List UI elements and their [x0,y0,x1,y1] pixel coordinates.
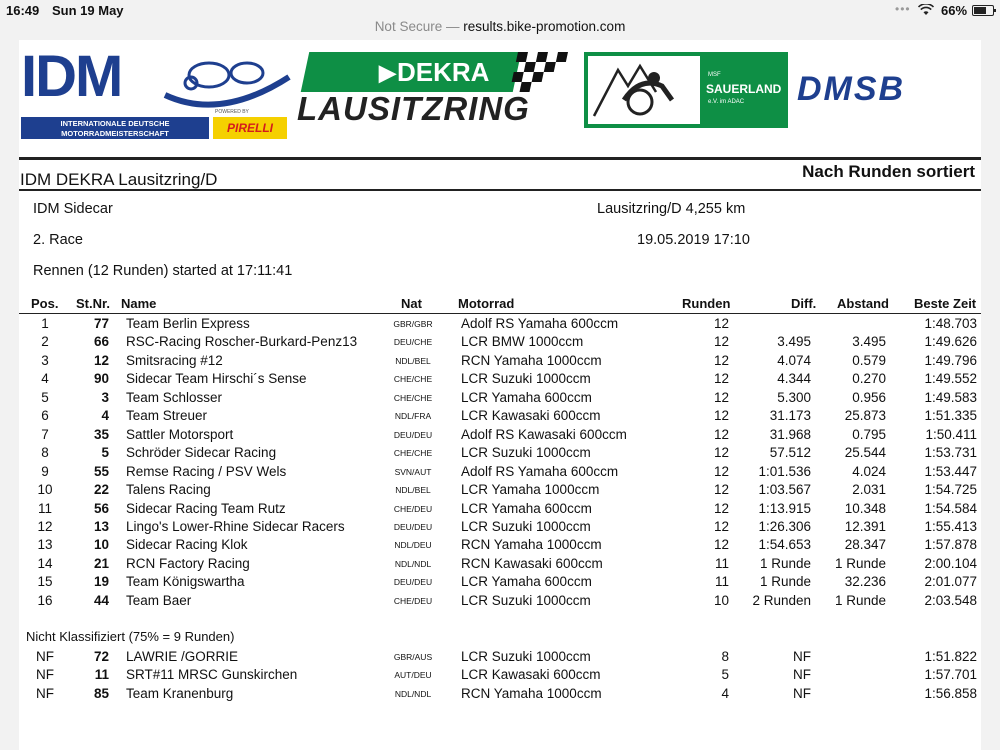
result-row [19,332,981,350]
msf-sauerland-logo [584,52,788,128]
battery-icon [972,5,994,16]
cell-moto: LCR Suzuki 1000ccm [461,649,591,664]
track-info: Lausitzring/D 4,255 km [597,201,746,217]
cell-best: 1:50.411 [925,426,977,442]
cell-moto: RCN Kawasaki 600ccm [461,555,603,571]
cell-nat: DEU/DEU [393,429,433,440]
cell-nat: DEU/CHE [393,337,433,348]
race-name: 2. Race [33,232,83,248]
cell-nat: NDL/BEL [395,485,431,496]
checkered-flag-icon [508,52,568,92]
cell-best: 2:03.548 [924,592,977,608]
cell-nat: NDL/NDL [394,688,432,699]
cell-diff: 1 Runde [759,574,811,590]
cell-best: 1:51.335 [924,408,977,424]
cell-nat: CHE/CHE [393,448,433,459]
result-row [19,314,981,332]
result-row [19,425,981,443]
cell-nat: DEU/DEU [393,521,433,532]
cell-abst: 25.544 [844,445,886,461]
cell-nr: 77 [93,316,109,331]
cell-pos: 9 [41,463,49,479]
result-row [19,406,981,424]
cell-name: Sattler Motorsport [126,426,234,442]
cell-laps: 10 [713,592,729,608]
col-moto: Motorrad [458,296,515,311]
cell-abst: 12.391 [844,518,886,534]
result-row [19,535,981,553]
cell-abst: 0.956 [852,389,886,405]
cell-nat: CHE/CHE [393,374,433,385]
cell-laps: 11 [714,574,729,590]
dekra-arrow-icon: ▶ [379,60,396,85]
cell-best: 1:56.858 [924,685,977,701]
cell-diff: 1 Runde [759,555,811,571]
col-best: Beste Zeit [914,296,977,311]
cell-nat: NDL/FRA [394,411,432,422]
result-row [19,591,981,609]
cell-abst: 2.031 [852,482,886,498]
multitask-dots-icon[interactable]: ••• [895,2,911,16]
cell-diff: 1:03.567 [758,482,811,498]
cell-moto: LCR Suzuki 1000ccm [461,445,591,461]
cell-diff: 1:13.915 [758,500,811,516]
cell-name: Lingo's Lower-Rhine Sidecar Racers [126,518,345,534]
cell-nr: 12 [93,352,109,368]
cell-nr: 5 [101,445,109,461]
col-name: Name [121,296,157,311]
cell-best: 2:01.077 [924,574,977,590]
cell-best: 1:49.552 [924,371,977,387]
cell-nr: 10 [93,537,109,553]
cell-pos: 5 [41,389,49,405]
cell-moto: LCR Suzuki 1000ccm [461,592,591,608]
cell-name: Smitsracing #12 [126,352,223,368]
cell-moto: Adolf RS Yamaha 600ccm [461,463,619,479]
cell-abst: 0.270 [852,371,886,387]
cell-nr: 3 [101,389,109,405]
cell-nat: CHE/CHE [393,392,433,403]
dmsb-logo: DMSB [797,70,906,108]
cell-pos: 4 [41,371,49,387]
cell-moto: RCN Yamaha 1000ccm [461,352,602,368]
msf-label: MSF [708,72,721,78]
col-laps: Runden [682,296,731,311]
col-diff: Diff. [791,296,817,311]
cell-pos: 10 [37,482,53,498]
cell-moto: Adolf RS Yamaha 600ccm [461,316,619,331]
cell-laps: 12 [713,518,729,534]
race-start-info: Rennen (12 Runden) started at 17:11:41 [33,263,293,279]
lausitzring-text: LAUSITZRING [297,90,530,127]
cell-pos: 2 [41,334,49,350]
cell-best: 1:53.731 [924,445,977,461]
cell-abst: 4.024 [852,463,886,479]
event-title: IDM DEKRA Lausitzring/D [20,170,218,189]
cell-laps: 11 [714,555,729,571]
cell-moto: LCR Yamaha 1000ccm [461,482,600,498]
cell-name: SRT#11 MRSC Gunskirchen [126,667,298,683]
cell-moto: Adolf RS Kawasaki 600ccm [461,426,627,442]
race-datetime: 19.05.2019 17:10 [637,232,750,248]
cell-name: LAWRIE /GORRIE [126,649,239,664]
cell-pos: NF [36,667,54,683]
cell-best: 1:54.584 [924,500,977,516]
cell-name: RSC-Racing Roscher-Burkard-Penz13 [126,334,358,350]
cell-best: 1:55.413 [924,518,977,534]
dekra-text: DEKRA [397,57,490,87]
url-host: results.bike-promotion.com [463,19,626,34]
cell-laps: 12 [713,389,729,405]
not-classified-title: Nicht Klassifiziert (75% = 9 Runden) [26,629,235,644]
cell-pos: 15 [37,574,53,590]
idm-logo [21,43,293,137]
cell-abst: 25.873 [844,408,886,424]
cell-nat: CHE/DEU [393,595,433,606]
sort-label: Nach Runden sortiert [802,162,975,181]
clock: 16:49 [6,3,40,18]
cell-name: Team Streuer [126,408,208,424]
cell-moto: LCR BMW 1000ccm [461,334,584,350]
cell-abst: 0.795 [852,426,886,442]
cell-diff: 3.495 [777,334,811,350]
cell-best: 1:57.701 [924,667,977,683]
not-secure-label: Not Secure — [374,19,460,34]
cell-diff: 31.173 [769,408,811,424]
cell-moto: LCR Yamaha 600ccm [461,389,592,405]
wifi-icon [918,4,934,16]
result-row [19,388,981,406]
cell-pos: 16 [37,592,53,608]
cell-diff: 1:01.536 [758,463,811,479]
col-pos: Pos. [31,296,59,311]
cell-diff: NF [793,649,811,664]
cell-nat: CHE/DEU [393,503,433,514]
cell-moto: LCR Suzuki 1000ccm [461,518,591,534]
cell-name: Team Kranenburg [126,685,234,701]
cell-nr: 19 [93,574,109,590]
cell-diff: 1:54.653 [758,537,811,553]
result-row [19,443,981,461]
cell-laps: 12 [713,316,729,331]
cell-nr: 55 [93,463,109,479]
pirelli-logo: PIRELLI [213,117,287,139]
result-row [19,554,981,572]
result-row [19,351,981,369]
cell-pos: 12 [37,518,53,534]
cell-pos: 3 [41,352,49,368]
cell-laps: 12 [713,426,729,442]
cell-moto: RCN Yamaha 1000ccm [461,685,602,701]
cell-abst: 3.495 [852,334,886,350]
idm-band-line1: INTERNATIONALE DEUTSCHE [60,119,170,128]
race-class: IDM Sidecar [33,201,113,217]
cell-laps: 12 [713,352,729,368]
sidecar-swoosh-icon [161,49,293,115]
cell-nr: 90 [93,371,109,387]
cell-laps: 12 [713,445,729,461]
cell-name: Talens Racing [126,482,211,498]
cell-abst: 32.236 [844,574,886,590]
cell-abst: 0.579 [852,352,886,368]
cell-nr: 35 [93,426,109,442]
dekra-band [301,52,522,92]
cell-nat: SVN/AUT [394,466,432,477]
cell-moto: LCR Yamaha 600ccm [461,500,592,516]
cell-moto: LCR Suzuki 1000ccm [461,371,591,387]
cell-moto: LCR Kawasaki 600ccm [461,667,601,683]
cell-diff: 4.344 [777,371,811,387]
cell-pos: 7 [41,426,49,442]
cell-best: 1:51.822 [924,649,977,664]
cell-diff: 5.300 [777,389,811,405]
cell-name: Team Baer [126,592,192,608]
sauerland-label: SAUERLAND [706,82,782,96]
not-classified-row [19,665,981,683]
cell-diff: NF [793,667,811,683]
cell-name: Team Schlosser [126,389,223,405]
cell-pos: NF [36,649,54,664]
idm-band-line2: MOTORRADMEISTERSCHAFT [61,129,169,138]
cell-laps: 12 [713,482,729,498]
cell-name: Sidecar Team Hirschi´s Sense [126,371,307,387]
cell-nat: AUT/DEU [394,670,432,681]
cell-pos: 14 [37,555,53,571]
cell-pos: 1 [41,316,49,331]
result-row [19,462,981,480]
date: Sun 19 May [52,3,124,18]
cell-best: 2:00.104 [924,555,977,571]
cell-moto: LCR Yamaha 600ccm [461,574,592,590]
powered-by-label: POWERED BY [215,109,249,115]
idm-logo-text: IDM [21,44,122,109]
col-abst: Abstand [837,296,889,311]
cell-pos: 11 [37,500,52,516]
cell-best: 1:57.878 [924,537,977,553]
cell-pos: 6 [41,408,49,424]
cell-name: Team Königswartha [126,574,245,590]
result-row [19,517,981,535]
idm-band [21,117,209,139]
cell-laps: 5 [721,667,729,683]
cell-laps: 12 [713,463,729,479]
cell-diff: 57.512 [769,445,811,461]
cell-laps: 8 [721,649,729,664]
col-nr: St.Nr. [76,296,110,311]
adac-label: e.V. im ADAC [708,99,745,105]
cell-best: 1:48.703 [924,316,977,331]
cell-name: Remse Racing / PSV Wels [126,463,287,479]
header-divider [19,157,981,160]
cell-nr: 44 [93,592,109,608]
cell-abst: 1 Runde [834,555,886,571]
cell-name: Team Berlin Express [126,316,250,331]
address-bar[interactable] [0,16,1000,38]
not-classified-row [19,684,981,702]
cell-abst: 1 Runde [834,592,886,608]
cell-nr: 66 [93,334,109,350]
cell-moto: LCR Kawasaki 600ccm [461,408,601,424]
result-row [19,499,981,517]
cell-nr: 85 [93,685,109,701]
cell-nr: 21 [93,555,109,571]
cell-name: Schröder Sidecar Racing [126,445,277,461]
cell-best: 1:49.796 [924,352,977,368]
cell-name: RCN Factory Racing [126,555,250,571]
cell-best: 1:54.725 [924,482,977,498]
cell-abst: 10.348 [844,500,886,516]
cell-nat: NDL/NDL [394,558,432,569]
cell-pos: NF [36,685,54,701]
cell-laps: 12 [713,371,729,387]
cell-pos: 13 [37,537,53,553]
cell-nr: 13 [93,518,109,534]
cell-laps: 12 [713,537,729,553]
cell-name: Sidecar Racing Team Rutz [126,500,286,516]
cell-nat: GBR/AUS [393,652,433,662]
result-row [19,572,981,590]
cell-nr: 4 [101,408,109,424]
cell-nat: GBR/GBR [393,319,433,329]
cell-nat: DEU/DEU [393,577,433,588]
cell-nr: 11 [94,667,109,683]
cell-laps: 12 [713,408,729,424]
cell-moto: RCN Yamaha 1000ccm [461,537,602,553]
not-classified-row [19,647,981,665]
cell-diff: 1:26.306 [758,518,811,534]
motorbike-rider-icon [588,56,700,124]
cell-diff: NF [793,685,811,701]
result-row [19,369,981,387]
col-nat: Nat [401,296,422,311]
cell-diff: 4.074 [777,352,811,368]
cell-abst: 28.347 [844,537,886,553]
battery-percent: 66% [941,3,968,18]
cell-nat: NDL/BEL [395,355,431,366]
results-page [19,40,981,750]
cell-name: Sidecar Racing Klok [126,537,248,553]
dekra-lausitzring-logo [295,52,580,132]
cell-diff: 31.968 [769,426,811,442]
cell-pos: 8 [41,445,49,461]
title-divider [19,189,981,191]
cell-laps: 12 [713,334,729,350]
result-row [19,480,981,498]
cell-nat: NDL/DEU [394,540,432,551]
cell-diff: 2 Runden [752,592,811,608]
cell-best: 1:49.583 [924,389,977,405]
cell-laps: 12 [713,500,729,516]
cell-best: 1:53.447 [924,463,977,479]
cell-nr: 56 [93,500,109,516]
cell-laps: 4 [721,685,729,701]
cell-best: 1:49.626 [924,334,977,350]
cell-nr: 72 [93,649,109,664]
cell-nr: 22 [93,482,109,498]
